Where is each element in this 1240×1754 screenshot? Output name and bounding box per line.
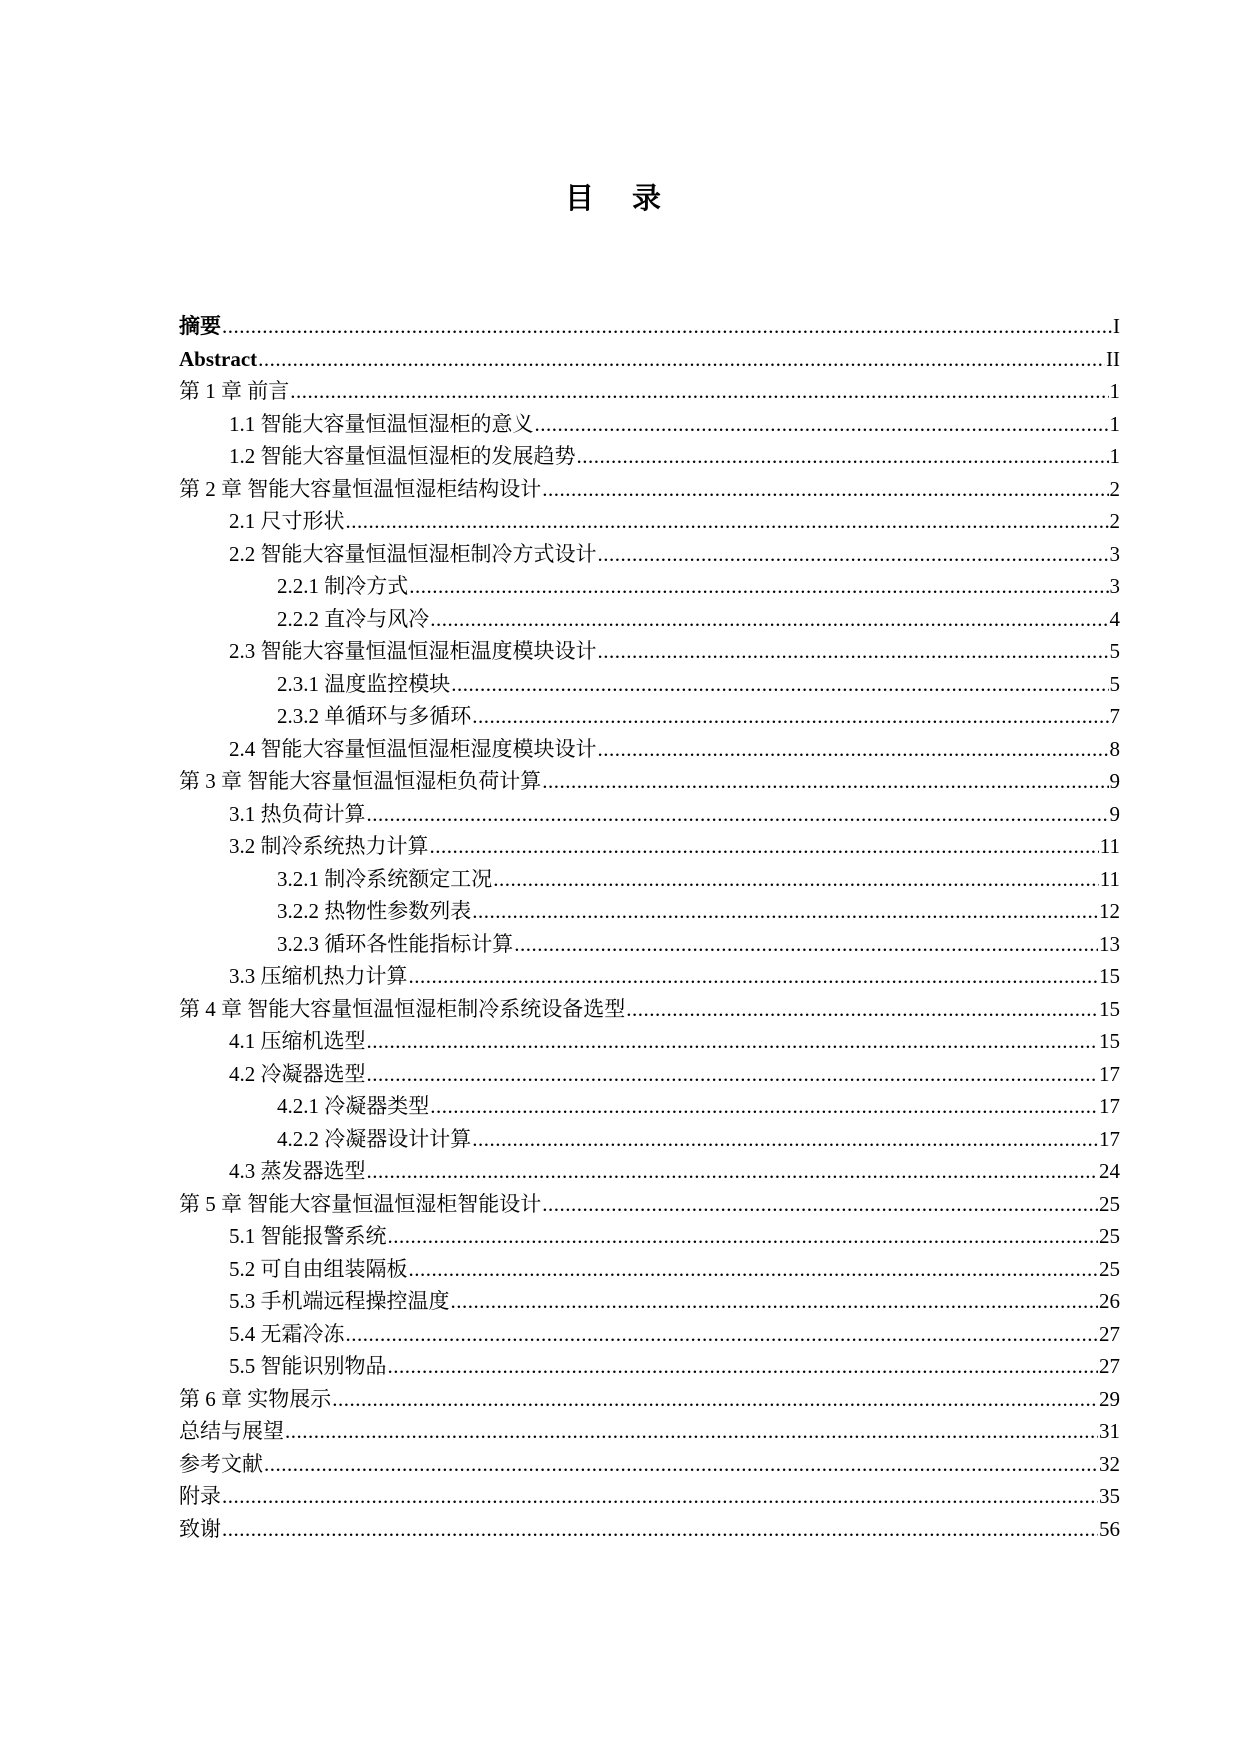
toc-entry[interactable] [179, 635, 1120, 668]
toc-entry-page: 27 [1099, 1321, 1120, 1346]
toc-entry[interactable] [179, 960, 1120, 993]
toc-entry[interactable] [179, 1448, 1120, 1481]
toc-entry-page: 25 [1099, 1191, 1120, 1216]
table-of-contents [179, 310, 1120, 1545]
dot-leader [409, 960, 1099, 993]
toc-entry-label: 5.1 智能报警系统 [229, 1224, 387, 1248]
toc-entry-page: 35 [1099, 1484, 1120, 1508]
toc-entry[interactable] [179, 830, 1120, 863]
dot-leader [430, 603, 1108, 636]
toc-entry[interactable] [179, 1155, 1120, 1188]
toc-entry-page: 4 [1109, 606, 1120, 631]
toc-entry-label: 3.2.2 热物性参数列表 [277, 899, 472, 923]
toc-entry-page: 5 [1109, 639, 1120, 663]
toc-entry-label: 3.3 压缩机热力计算 [229, 964, 408, 988]
dot-leader [542, 473, 1108, 506]
toc-entry[interactable] [179, 928, 1120, 961]
dot-leader [332, 1383, 1098, 1416]
dot-leader [472, 895, 1098, 928]
dot-leader [409, 1253, 1099, 1286]
toc-entry-label: 2.4 智能大容量恒温恒湿柜湿度模块设计 [229, 736, 597, 761]
toc-entry-page: 3 [1109, 574, 1120, 598]
toc-entry-page: 15 [1099, 964, 1120, 988]
toc-entry[interactable] [179, 1480, 1120, 1513]
toc-entry-page: II [1106, 346, 1120, 371]
toc-entry-label: 2.3.2 单循环与多循环 [277, 704, 472, 728]
dot-leader [598, 538, 1109, 571]
toc-entry[interactable] [179, 1220, 1120, 1253]
dot-leader [367, 1025, 1099, 1058]
toc-entry-label: 第 2 章 智能大容量恒温恒湿柜结构设计 [179, 476, 542, 501]
toc-entry-page: 9 [1109, 769, 1120, 793]
toc-entry[interactable] [179, 408, 1120, 441]
toc-entry[interactable] [179, 603, 1120, 636]
dot-leader [367, 1155, 1099, 1188]
toc-entry-page: 32 [1099, 1451, 1120, 1476]
dot-leader [290, 375, 1108, 408]
toc-entry[interactable] [179, 765, 1120, 798]
toc-entry-page: 9 [1109, 801, 1120, 826]
toc-entry[interactable] [179, 343, 1120, 376]
toc-entry[interactable] [179, 538, 1120, 571]
toc-entry-label: 4.2.2 冷凝器设计计算 [277, 1126, 472, 1151]
dot-leader [346, 1318, 1099, 1351]
toc-entry-label: 第 6 章 实物展示 [179, 1386, 332, 1411]
toc-entry[interactable] [179, 798, 1120, 831]
toc-entry-label: 致谢 [179, 1516, 221, 1541]
toc-entry-page: 11 [1099, 834, 1120, 858]
toc-entry-page: 1 [1109, 444, 1120, 468]
toc-entry-label: 参考文献 [179, 1451, 263, 1476]
toc-entry-page: I [1113, 314, 1120, 338]
toc-entry[interactable] [179, 1058, 1120, 1091]
toc-entry-label: 5.4 无霜冷冻 [229, 1321, 345, 1346]
toc-entry[interactable] [179, 440, 1120, 473]
toc-entry[interactable] [179, 700, 1120, 733]
toc-entry[interactable] [179, 1383, 1120, 1416]
toc-entry[interactable] [179, 1318, 1120, 1351]
dot-leader [451, 668, 1108, 701]
toc-entry-label: 5.3 手机端远程操控温度 [229, 1289, 450, 1313]
dot-leader [222, 1480, 1098, 1513]
dot-leader [346, 505, 1109, 538]
toc-entry-page: 15 [1099, 1029, 1120, 1053]
dot-leader [222, 1513, 1098, 1546]
dot-leader [598, 733, 1109, 766]
dot-leader [409, 570, 1108, 603]
dot-leader [542, 765, 1108, 798]
toc-entry-label: 4.2 冷凝器选型 [229, 1061, 366, 1086]
toc-entry[interactable] [179, 895, 1120, 928]
toc-entry-label: 5.2 可自由组装隔板 [229, 1256, 408, 1281]
dot-leader [388, 1350, 1099, 1383]
toc-entry[interactable] [179, 1123, 1120, 1156]
toc-entry-label: 第 1 章 前言 [179, 379, 290, 403]
toc-entry[interactable] [179, 473, 1120, 506]
toc-entry-label: 第 3 章 智能大容量恒温恒湿柜负荷计算 [179, 769, 542, 793]
toc-entry-label: 1.1 智能大容量恒温恒湿柜的意义 [229, 411, 534, 436]
toc-entry-page: 24 [1099, 1159, 1120, 1183]
toc-entry[interactable] [179, 993, 1120, 1026]
toc-entry-label: 总结与展望 [179, 1419, 284, 1443]
toc-entry-label: 摘要 [179, 314, 221, 338]
toc-entry[interactable] [179, 733, 1120, 766]
toc-entry-label: 3.2.3 循环各性能指标计算 [277, 931, 514, 956]
toc-entry-page: 26 [1099, 1289, 1120, 1313]
toc-entry[interactable] [179, 1090, 1120, 1123]
toc-entry-label: 4.1 压缩机选型 [229, 1029, 366, 1053]
dot-leader [367, 1058, 1099, 1091]
toc-entry[interactable] [179, 375, 1120, 408]
toc-entry[interactable] [179, 310, 1120, 343]
dot-leader [388, 1220, 1099, 1253]
toc-entry-page: 1 [1109, 411, 1120, 436]
toc-entry-label: 2.2.2 直冷与风冷 [277, 606, 430, 631]
dot-leader [430, 1090, 1098, 1123]
toc-entry-label: 2.2.1 制冷方式 [277, 574, 409, 598]
toc-entry-page: 29 [1099, 1386, 1120, 1411]
toc-entry-label: 2.1 尺寸形状 [229, 509, 345, 533]
toc-entry-label: Abstract [179, 346, 258, 371]
toc-entry-page: 17 [1099, 1061, 1120, 1086]
dot-leader [285, 1415, 1098, 1448]
toc-entry-label: 1.2 智能大容量恒温恒湿柜的发展趋势 [229, 444, 576, 468]
toc-entry-page: 3 [1109, 541, 1120, 566]
toc-entry-page: 17 [1099, 1094, 1120, 1118]
dot-leader [451, 1285, 1099, 1318]
toc-entry-label: 2.3 智能大容量恒温恒湿柜温度模块设计 [229, 639, 597, 663]
toc-entry-label: 附录 [179, 1484, 221, 1508]
toc-entry[interactable] [179, 668, 1120, 701]
toc-entry[interactable] [179, 1415, 1120, 1448]
toc-entry-page: 25 [1099, 1256, 1120, 1281]
dot-leader [598, 635, 1109, 668]
toc-entry[interactable] [179, 505, 1120, 538]
toc-entry-label: 2.3.1 温度监控模块 [277, 671, 451, 696]
dot-leader [222, 310, 1112, 343]
dot-leader [472, 700, 1108, 733]
dot-leader [472, 1123, 1098, 1156]
dot-leader [577, 440, 1109, 473]
toc-entry-page: 17 [1099, 1126, 1120, 1151]
toc-entry-page: 25 [1099, 1224, 1120, 1248]
dot-leader [514, 928, 1098, 961]
toc-entry-label: 3.2 制冷系统热力计算 [229, 834, 429, 858]
toc-entry-page: 15 [1099, 996, 1120, 1021]
toc-title: 目 录 [564, 181, 676, 215]
toc-entry-page: 27 [1099, 1354, 1120, 1378]
dot-leader [430, 830, 1099, 863]
dot-leader [367, 798, 1109, 831]
toc-entry-page: 13 [1099, 931, 1120, 956]
toc-entry-label: 3.2.1 制冷系统额定工况 [277, 866, 493, 891]
toc-entry-label: 第 4 章 智能大容量恒温恒湿柜制冷系统设备选型 [179, 996, 626, 1021]
toc-entry[interactable] [179, 570, 1120, 603]
dot-leader [626, 993, 1098, 1026]
toc-entry-page: 2 [1109, 509, 1120, 533]
dot-leader [535, 408, 1109, 441]
dot-leader [258, 343, 1105, 376]
toc-entry-page: 56 [1099, 1516, 1120, 1541]
toc-entry[interactable] [179, 1285, 1120, 1318]
toc-entry-label: 3.1 热负荷计算 [229, 801, 366, 826]
dot-leader [493, 863, 1099, 896]
toc-entry-page: 12 [1099, 899, 1120, 923]
toc-entry-label: 第 5 章 智能大容量恒温恒湿柜智能设计 [179, 1191, 542, 1216]
toc-entry[interactable] [179, 863, 1120, 896]
toc-entry-page: 31 [1099, 1419, 1120, 1443]
toc-entry-page: 1 [1109, 379, 1120, 403]
toc-entry-label: 4.3 蒸发器选型 [229, 1159, 366, 1183]
toc-entry-label: 5.5 智能识别物品 [229, 1354, 387, 1378]
toc-entry-page: 8 [1109, 736, 1120, 761]
toc-entry-label: 4.2.1 冷凝器类型 [277, 1094, 430, 1118]
toc-entry-page: 7 [1109, 704, 1120, 728]
toc-entry[interactable] [179, 1350, 1120, 1383]
toc-entry-page: 11 [1099, 866, 1120, 891]
toc-entry[interactable] [179, 1025, 1120, 1058]
toc-entry[interactable] [179, 1253, 1120, 1286]
toc-entry[interactable] [179, 1513, 1120, 1546]
toc-entry[interactable] [179, 1188, 1120, 1221]
toc-entry-page: 5 [1109, 671, 1120, 696]
dot-leader [264, 1448, 1098, 1481]
toc-entry-page: 2 [1109, 476, 1120, 501]
toc-entry-label: 2.2 智能大容量恒温恒湿柜制冷方式设计 [229, 541, 597, 566]
dot-leader [542, 1188, 1098, 1221]
